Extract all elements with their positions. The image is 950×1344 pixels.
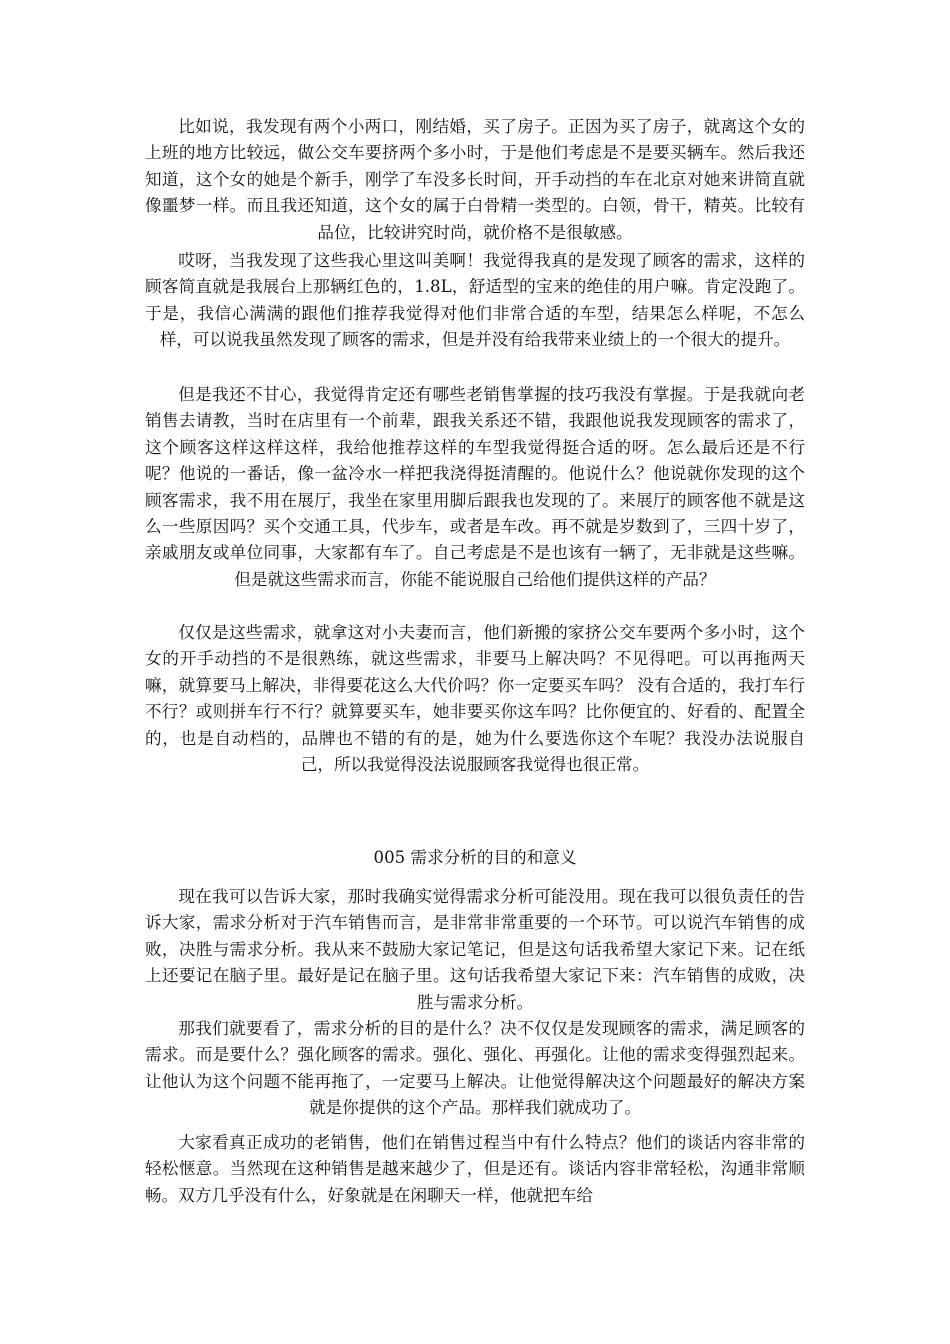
paragraph-block	[145, 884, 805, 1016]
paragraph-block	[145, 620, 805, 778]
paragraph: 比如说，我发现有两个小两口，刚结婚，买了房子。正因为买了房子，就离这个女的上班的地方比较远，做公交车要挤两个多小时，于是他们考虑是不是要买辆车。然后我还知道，这个女的她是个新手，刚学了车没多长时间，开手动挡的车在北京对她来讲简直就像噩梦一样。而且我还知道，这个女的属于白骨精一类型的。白领，骨干，精英。比较有品位，比较讲究时尚，就价格不是很敏感。	[145, 117, 805, 242]
paragraph: 现在我可以告诉大家，那时我确实觉得需求分析可能没用。现在我可以很负责任的告诉大家，需求分析对于汽车销售而言，是非常非常重要的一个环节。可以说汽车销售的成败，决胜与需求分析。我从来不鼓励大家记笔记，但是这句话我希望大家记下来。记在纸上还要记在脑子里。最好是记在脑子里。这句话我希望大家记下来：汽车销售的成败，决胜与需求分析。	[145, 887, 805, 1012]
paragraph: 哎呀，当我发现了这些我心里这叫美啊！我觉得我真的是发现了顾客的需求，这样的顾客简直就是我展台上那辆红色的，1.8L，舒适型的宝来的绝佳的用户嘛。肯定没跑了。于是，我信心满满的跟他们推荐我觉得对他们非常合适的车型，结果怎么样呢，不怎么样，可以说我虽然发现了顾客的需求，但是并没有给我带来业绩上的一个很大的提升。	[145, 251, 805, 350]
paragraph: 但是我还不甘心，我觉得肯定还有哪些老销售掌握的技巧我没有掌握。于是我就向老销售去请教，当时在店里有一个前辈，跟我关系还不错，我跟他说我发现顾客的需求了，这个顾客这样这样这样，我给他推荐这样的车型我觉得挺合适的呀。怎么最后还是不行呢？他说的一番话，像一盆冷水一样把我浇得挺清醒的。他说什么？他说就你发现的这个顾客需求，我不用在展厅，我坐在家里用脚后跟我也发现的了。来展厅的顾客他不就是这么一些原因吗？买个交通工具，代步车，或者是车改。再不就是岁数到了，三四十岁了，亲戚朋友或单位同事，大家都有车了。自己考虑是不是也该有一辆了，无非就是这些嘛。但是就这些需求而言，你能不能说服自己给他们提供这样的产品？	[145, 385, 805, 589]
paragraph: 那我们就要看了，需求分析的目的是什么？决不仅仅是发现顾客的需求，满足顾客的需求。而是要什么？强化顾客的需求。强化、强化、再强化。让他的需求变得强烈起来。让他认为这个问题不能再拖了，一定要马上解决。让他觉得解决这个问题最好的解决方案就是你提供的这个产品。那样我们就成功了。	[145, 1019, 805, 1118]
paragraph-block	[145, 1130, 805, 1209]
section-heading: 005 需求分析的目的和意义	[373, 848, 577, 867]
paragraph-block	[145, 248, 805, 354]
paragraph-block	[145, 382, 805, 593]
paragraph-block	[145, 114, 805, 246]
paragraph: 仅仅是这些需求，就拿这对小夫妻而言，他们新搬的家挤公交车要两个多小时，这个女的开手动挡的不是很熟练，就这些需求，非要马上解决吗？不见得吧。可以再拖两天嘛，就算要马上解决，非得要花这么大代价吗？你一定要买车吗？ 没有合适的，我打车行不行？或则拼车行不行？就算要买车，她非要买你这车吗？比你便宜的、好看的、配置全的，也是自动档的，品牌也不错的有的是，她为什么要选你这个车呢？我没办法说服自己，所以我觉得没法说服顾客我觉得也很正常。	[145, 623, 805, 775]
section-heading-block	[145, 845, 805, 871]
paragraph-block	[145, 1016, 805, 1122]
paragraph: 大家看真正成功的老销售，他们在销售过程当中有什么特点？他们的谈话内容非常的轻松惬意。当然现在这种销售是越来越少了，但是还有。谈话内容非常轻松，沟通非常顺畅。双方几乎没有什么，好象就是在闲聊天一样，他就把车给	[145, 1133, 805, 1205]
